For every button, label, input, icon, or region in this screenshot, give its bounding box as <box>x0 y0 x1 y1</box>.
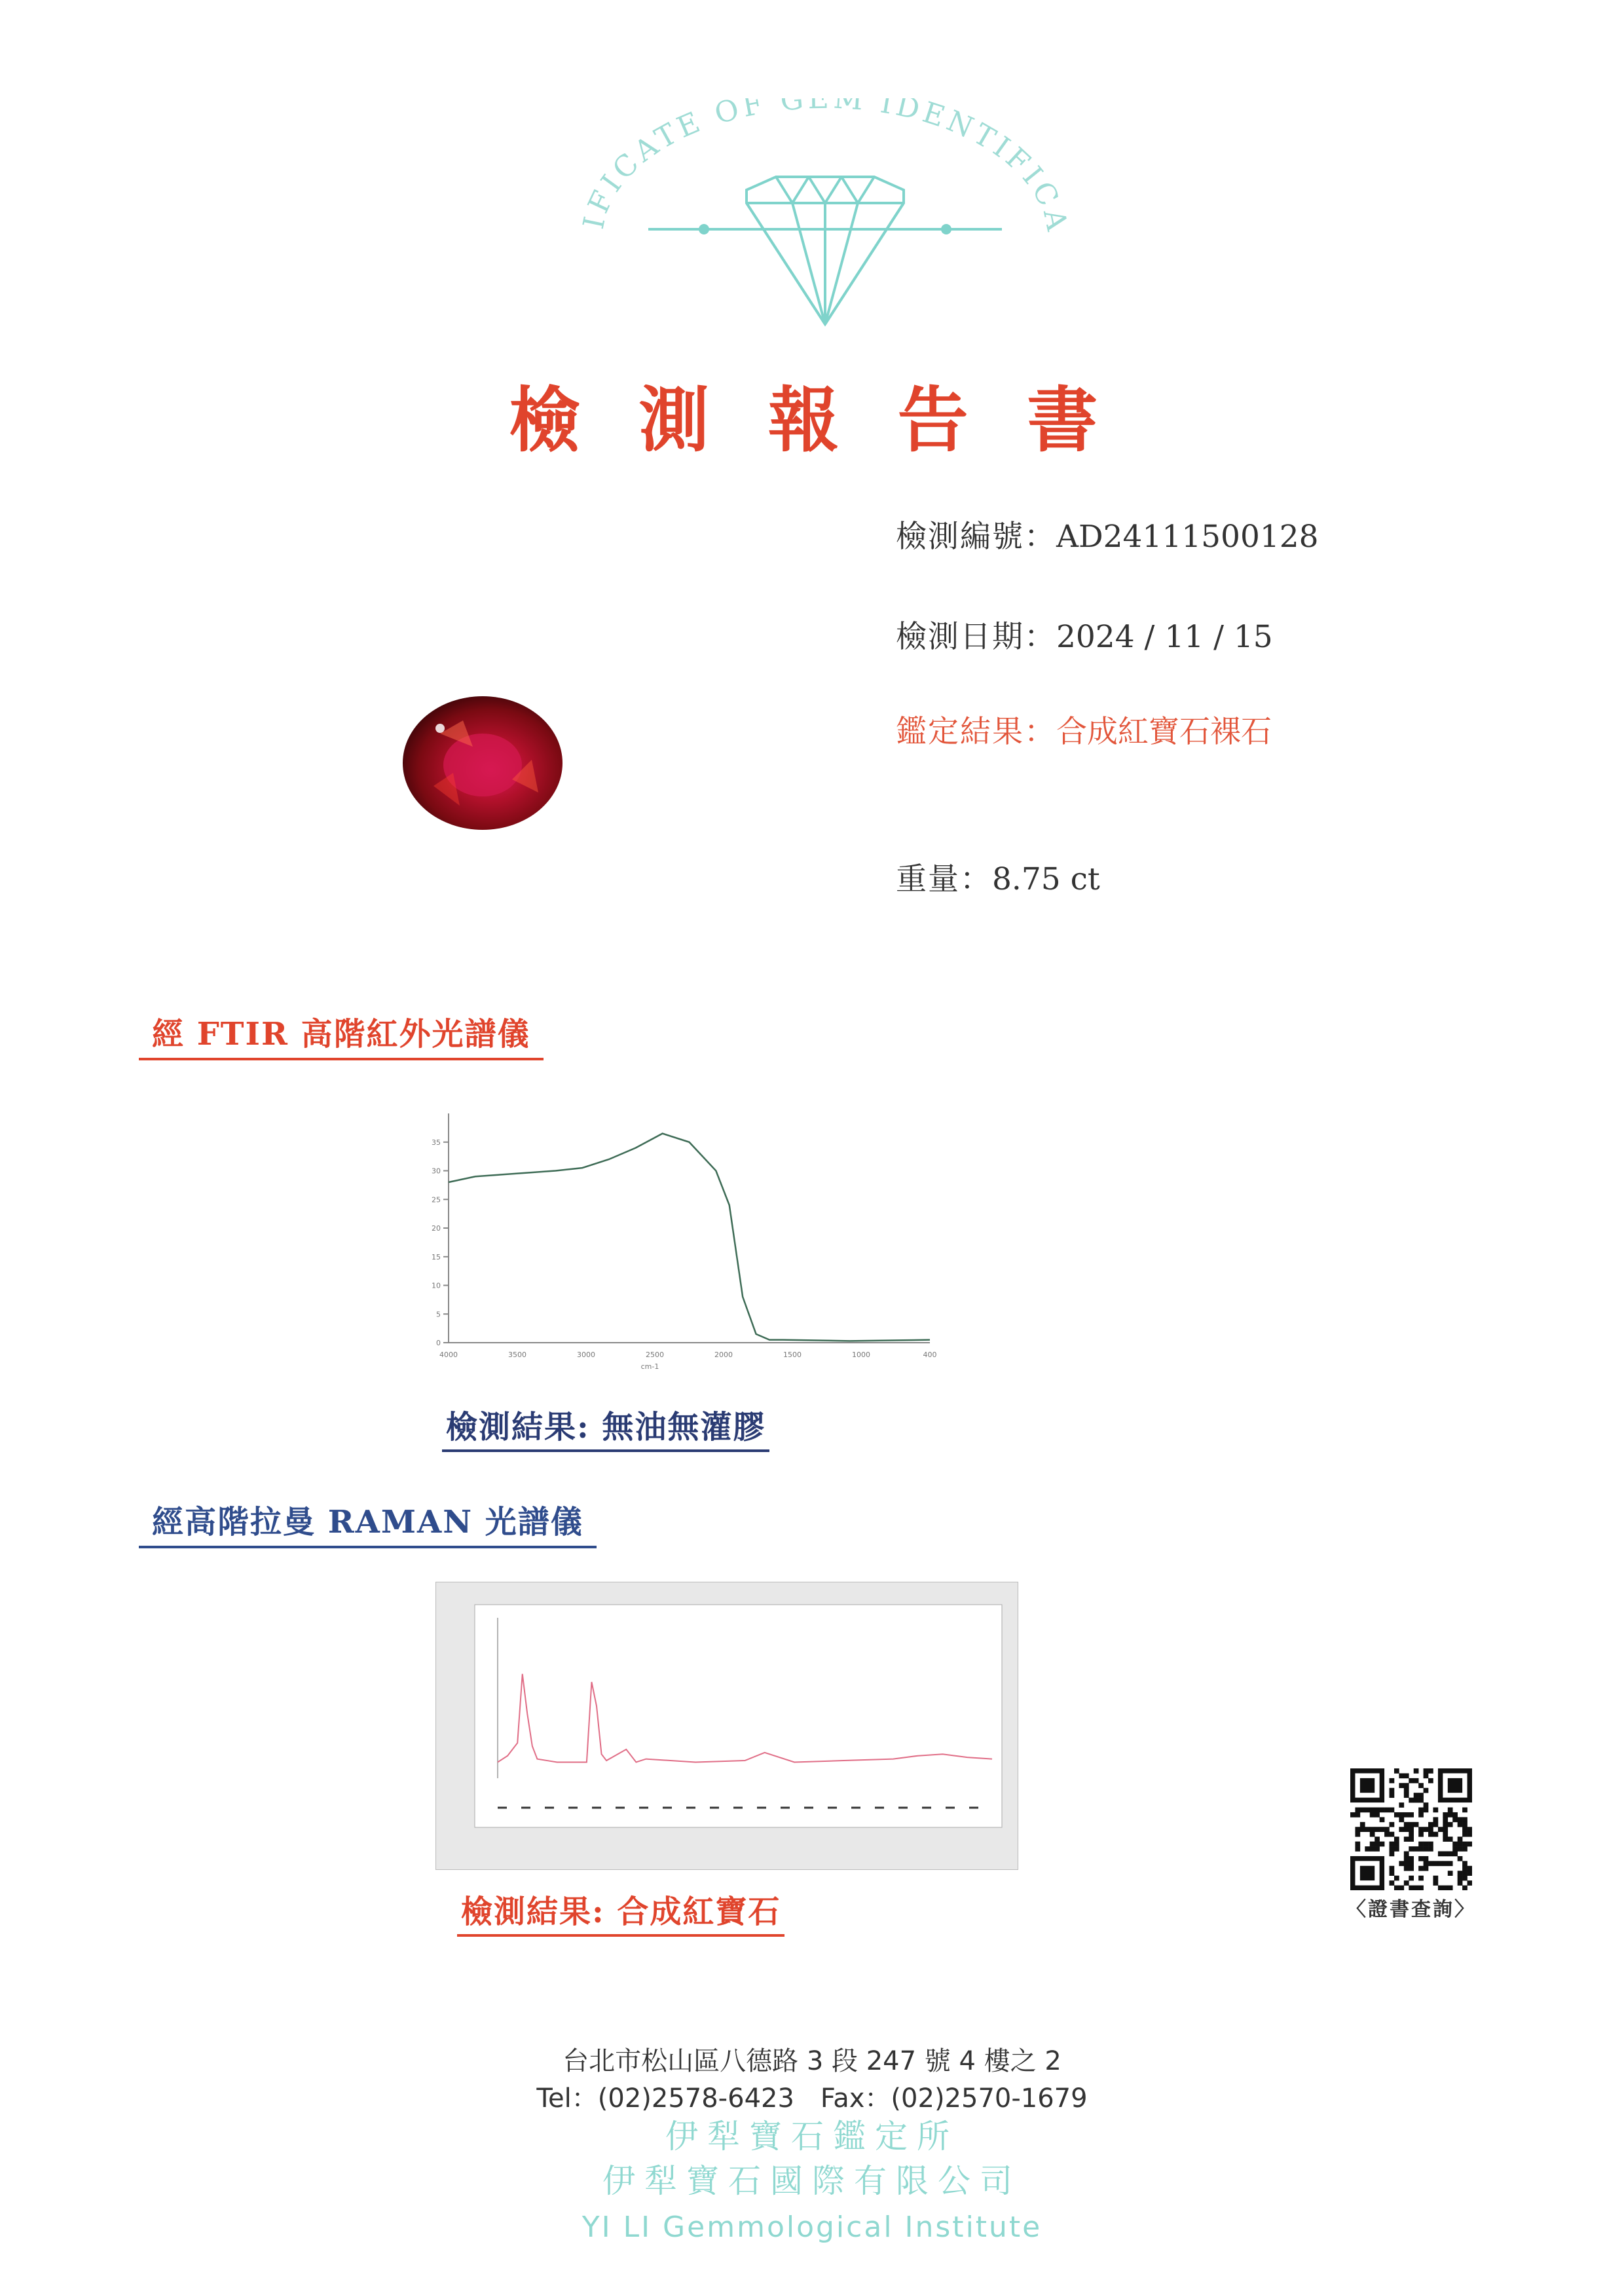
qr-module <box>1418 1856 1424 1861</box>
qr-module <box>1424 1861 1429 1866</box>
report-date-label: 檢測日期： <box>896 619 1056 655</box>
qr-module <box>1438 1861 1443 1866</box>
qr-module <box>1462 1866 1467 1871</box>
qr-module <box>1404 1788 1409 1793</box>
qr-module <box>1390 1778 1395 1783</box>
qr-module <box>1462 1886 1467 1890</box>
qr-module <box>1452 1812 1458 1818</box>
qr-module <box>1390 1808 1395 1813</box>
ftir-y-tick-label: 25 <box>432 1195 441 1204</box>
qr-module <box>1428 1827 1433 1832</box>
identification-result-value: 合成紅寶石裸石 <box>1056 714 1272 750</box>
qr-module <box>1424 1866 1429 1871</box>
ftir-x-tick-label: 1500 <box>783 1351 802 1359</box>
qr-module <box>1390 1842 1395 1847</box>
ftir-x-tick-label: 400 <box>923 1351 937 1359</box>
raman-result: 檢測結果: 合成紅寶石 <box>457 1886 784 1937</box>
qr-module <box>1394 1842 1399 1847</box>
qr-module <box>1424 1856 1429 1861</box>
raman-chart <box>435 1582 1018 1870</box>
qr-module <box>1458 1822 1463 1827</box>
qr-module <box>1424 1788 1429 1793</box>
qr-module <box>1404 1827 1409 1832</box>
qr-module <box>1428 1861 1433 1866</box>
qr-module <box>1424 1846 1429 1852</box>
qr-module <box>1365 1808 1370 1813</box>
report-date-value: 2024 / 11 / 15 <box>1056 619 1273 655</box>
qr-module <box>1404 1837 1409 1842</box>
qr-module <box>1394 1846 1399 1852</box>
qr-module <box>1428 1832 1433 1837</box>
qr-module <box>1399 1812 1404 1818</box>
qr-module <box>1380 1817 1385 1822</box>
qr-module <box>1433 1817 1438 1822</box>
report-date-row <box>896 612 1273 656</box>
qr-module <box>1418 1793 1424 1798</box>
qr-module <box>1462 1832 1467 1837</box>
ftir-x-tick-label: 3000 <box>577 1351 595 1359</box>
qr-module <box>1404 1773 1409 1778</box>
qr-module <box>1467 1866 1472 1871</box>
qr-module <box>1384 1808 1390 1813</box>
qr-module <box>1390 1822 1395 1827</box>
qr-module <box>1414 1793 1419 1798</box>
qr-module <box>1409 1812 1414 1818</box>
qr-module <box>1443 1861 1448 1866</box>
raman-section-title: 經高階拉曼 RAMAN 光譜儀 <box>139 1497 597 1548</box>
weight-row <box>896 855 1100 899</box>
qr-module <box>1365 1827 1370 1832</box>
report-number-label: 檢測編號： <box>896 519 1056 555</box>
qr-module <box>1414 1846 1419 1852</box>
qr-module <box>1404 1851 1409 1856</box>
qr-module <box>1409 1822 1414 1827</box>
qr-module <box>1452 1817 1458 1822</box>
qr-module <box>1414 1822 1419 1827</box>
ftir-y-tick-label: 35 <box>432 1138 441 1147</box>
qr-module <box>1418 1886 1424 1890</box>
raman-plot-area <box>475 1605 1002 1827</box>
qr-finder-core <box>1360 1866 1375 1880</box>
qr-module <box>1399 1861 1404 1866</box>
qr-finder-core <box>1360 1778 1375 1793</box>
qr-module <box>1418 1798 1424 1803</box>
qr-module <box>1467 1871 1472 1876</box>
qr-module <box>1384 1827 1390 1832</box>
ftir-x-tick-label: 1000 <box>852 1351 870 1359</box>
qr-module <box>1458 1846 1463 1852</box>
qr-module <box>1399 1827 1404 1832</box>
qr-module <box>1467 1827 1472 1832</box>
qr-module <box>1418 1876 1424 1881</box>
qr-module <box>1424 1842 1429 1847</box>
qr-module <box>1414 1886 1419 1890</box>
qr-module <box>1375 1812 1380 1818</box>
qr-module <box>1418 1832 1424 1837</box>
qr-module <box>1452 1851 1458 1856</box>
qr-module <box>1428 1846 1433 1852</box>
qr-module <box>1452 1842 1458 1847</box>
qr-module <box>1404 1856 1409 1861</box>
qr-module <box>1355 1808 1360 1813</box>
qr-module <box>1355 1842 1360 1847</box>
qr-module <box>1399 1817 1404 1822</box>
qr-module <box>1409 1827 1414 1832</box>
ftir-section-title: 經 FTIR 高階紅外光譜儀 <box>139 1009 544 1060</box>
ruby-gem-image <box>401 694 564 832</box>
qr-module <box>1443 1822 1448 1827</box>
qr-module <box>1380 1827 1385 1832</box>
qr-module <box>1467 1842 1472 1847</box>
qr-module <box>1443 1812 1448 1818</box>
qr-module <box>1355 1846 1360 1852</box>
qr-module <box>1370 1827 1375 1832</box>
qr-module <box>1370 1808 1375 1813</box>
qr-module <box>1390 1866 1395 1871</box>
ftir-y-tick-label: 20 <box>432 1224 441 1233</box>
qr-module <box>1404 1812 1409 1818</box>
ftir-chart <box>380 1100 956 1375</box>
qr-module <box>1355 1812 1360 1818</box>
qr-module <box>1418 1808 1424 1813</box>
logo-arc-text: IFICATE OF GEM IDENTIFICA <box>577 98 1074 236</box>
qr-module <box>1394 1837 1399 1842</box>
qr-module <box>1418 1827 1424 1832</box>
weight-label: 重量： <box>896 861 992 897</box>
qr-module <box>1399 1773 1404 1778</box>
qr-module <box>1380 1842 1385 1847</box>
qr-module <box>1399 1802 1404 1808</box>
qr-module <box>1384 1832 1390 1837</box>
qr-module <box>1409 1846 1414 1852</box>
ftir-y-tick-label: 10 <box>432 1281 441 1290</box>
qr-module <box>1365 1846 1370 1852</box>
qr-module <box>1467 1832 1472 1837</box>
certificate-logo <box>576 98 1074 341</box>
qr-module <box>1433 1808 1438 1813</box>
ftir-x-axis-label: cm-1 <box>640 1362 659 1371</box>
qr-module <box>1370 1832 1375 1837</box>
qr-module <box>1360 1822 1365 1827</box>
qr-finder-core <box>1448 1778 1462 1793</box>
qr-module <box>1462 1876 1467 1881</box>
qr-module <box>1404 1793 1409 1798</box>
qr-module <box>1390 1880 1395 1886</box>
qr-module <box>1433 1876 1438 1881</box>
qr-module <box>1428 1768 1433 1774</box>
qr-module <box>1404 1866 1409 1871</box>
ftir-y-tick-label: 0 <box>436 1339 441 1347</box>
qr-module <box>1390 1851 1395 1856</box>
qr-module <box>1424 1802 1429 1808</box>
qr-module <box>1462 1822 1467 1827</box>
qr-module <box>1428 1842 1433 1847</box>
qr-module <box>1424 1773 1429 1778</box>
qr-module <box>1370 1812 1375 1818</box>
qr-module <box>1448 1861 1453 1866</box>
qr-module <box>1390 1793 1395 1798</box>
qr-module <box>1409 1861 1414 1866</box>
qr-module <box>1404 1861 1409 1866</box>
qr-module <box>1448 1822 1453 1827</box>
qr-module <box>1462 1827 1467 1832</box>
ftir-y-tick-label: 5 <box>436 1310 441 1319</box>
ftir-result: 檢測結果: 無油無灌膠 <box>442 1402 769 1452</box>
qr-module <box>1360 1808 1365 1813</box>
qr-module <box>1418 1846 1424 1852</box>
qr-code[interactable] <box>1350 1768 1472 1890</box>
report-number-row <box>896 512 1319 556</box>
ftir-chart-svg <box>380 1100 956 1375</box>
qr-module <box>1462 1808 1467 1813</box>
qr-module <box>1458 1876 1463 1881</box>
qr-module <box>1375 1837 1380 1842</box>
report-title: 檢 測 報 告 書 <box>509 379 1115 462</box>
qr-module <box>1390 1871 1395 1876</box>
qr-module <box>1462 1817 1467 1822</box>
qr-module <box>1390 1846 1395 1852</box>
qr-module <box>1409 1876 1414 1881</box>
qr-module <box>1438 1851 1443 1856</box>
qr-module <box>1424 1808 1429 1813</box>
qr-module <box>1433 1832 1438 1837</box>
qr-module <box>1414 1778 1419 1783</box>
qr-module <box>1375 1842 1380 1847</box>
qr-module <box>1394 1812 1399 1818</box>
qr-module <box>1424 1768 1429 1774</box>
contact-numbers: Tel：(02)2578-6423 Fax：(02)2570-1679 <box>536 2083 1088 2114</box>
qr-module <box>1443 1827 1448 1832</box>
raman-chart-svg <box>435 1582 1018 1870</box>
qr-module <box>1433 1880 1438 1886</box>
qr-module <box>1355 1827 1360 1832</box>
qr-module <box>1360 1827 1365 1832</box>
qr-module <box>1399 1886 1404 1890</box>
identification-result-label: 鑑定結果： <box>896 714 1056 750</box>
address: 台北市松山區八德路 3 段 247 號 4 樓之 2 <box>563 2046 1061 2076</box>
qr-module <box>1380 1808 1385 1813</box>
qr-module <box>1409 1886 1414 1890</box>
qr-module <box>1458 1837 1463 1842</box>
qr-module <box>1443 1886 1448 1890</box>
qr-module <box>1375 1827 1380 1832</box>
qr-module <box>1433 1861 1438 1866</box>
qr-module <box>1418 1783 1424 1788</box>
qr-module <box>1418 1842 1424 1847</box>
ftir-series-line <box>449 1134 930 1341</box>
qr-module <box>1438 1827 1443 1832</box>
qr-module <box>1404 1880 1409 1886</box>
qr-module <box>1390 1788 1395 1793</box>
qr-module <box>1458 1871 1463 1876</box>
qr-module <box>1394 1876 1399 1881</box>
diamond-icon <box>648 177 1002 324</box>
qr-module <box>1458 1817 1463 1822</box>
qr-module <box>1467 1880 1472 1886</box>
ftir-x-tick-label: 2500 <box>646 1351 664 1359</box>
qr-module <box>1409 1856 1414 1861</box>
qr-module <box>1404 1822 1409 1827</box>
ftir-x-tick-label: 4000 <box>439 1351 458 1359</box>
qr-module <box>1370 1846 1375 1852</box>
qr-module <box>1428 1822 1433 1827</box>
institute-name: 伊犁寶石鑑定所 <box>665 2118 959 2155</box>
qr-module <box>1448 1808 1453 1813</box>
qr-module <box>1399 1783 1404 1788</box>
weight-value: 8.75 ct <box>992 861 1100 897</box>
ftir-y-tick-label: 15 <box>432 1252 441 1261</box>
qr-module <box>1424 1827 1429 1832</box>
qr-module <box>1409 1832 1414 1837</box>
identification-result-row <box>896 707 1272 751</box>
qr-module <box>1448 1837 1453 1842</box>
qr-module <box>1409 1837 1414 1842</box>
qr-module <box>1350 1812 1356 1818</box>
qr-module <box>1390 1832 1395 1837</box>
qr-module <box>1448 1886 1453 1890</box>
qr-module <box>1438 1886 1443 1890</box>
qr-module <box>1375 1808 1380 1813</box>
qr-module <box>1409 1778 1414 1783</box>
qr-module <box>1394 1886 1399 1890</box>
qr-module <box>1418 1812 1424 1818</box>
qr-module <box>1448 1812 1453 1818</box>
qr-module <box>1462 1871 1467 1876</box>
institute-name-en: YI LI Gemmological Institute <box>581 2211 1043 2244</box>
qr-module <box>1418 1866 1424 1871</box>
qr-module <box>1409 1798 1414 1803</box>
qr-module <box>1448 1871 1453 1876</box>
qr-module <box>1452 1846 1458 1852</box>
qr-module <box>1414 1768 1419 1774</box>
qr-module <box>1443 1837 1448 1842</box>
qr-module <box>1414 1798 1419 1803</box>
qr-module <box>1409 1866 1414 1871</box>
qr-module <box>1462 1846 1467 1852</box>
ftir-x-tick-label: 2000 <box>714 1351 733 1359</box>
qr-module <box>1462 1842 1467 1847</box>
qr-module <box>1355 1832 1360 1837</box>
qr-module <box>1462 1861 1467 1866</box>
qr-module <box>1404 1783 1409 1788</box>
qr-label: 〈證書查詢〉 <box>1346 1898 1476 1921</box>
qr-module <box>1443 1832 1448 1837</box>
ftir-x-tick-label: 3500 <box>508 1351 526 1359</box>
qr-module <box>1370 1842 1375 1847</box>
qr-module <box>1443 1817 1448 1822</box>
qr-module <box>1448 1851 1453 1856</box>
qr-module <box>1458 1842 1463 1847</box>
qr-module <box>1443 1851 1448 1856</box>
qr-module <box>1375 1846 1380 1852</box>
qr-module <box>1433 1822 1438 1827</box>
qr-module <box>1428 1778 1433 1783</box>
qr-module <box>1458 1856 1463 1861</box>
company-name: 伊犁寶石國際有限公司 <box>602 2162 1022 2200</box>
qr-module <box>1458 1880 1463 1886</box>
qr-module <box>1394 1768 1399 1774</box>
ftir-y-tick-label: 30 <box>432 1166 441 1176</box>
report-number-value: AD24111500128 <box>1056 519 1319 555</box>
